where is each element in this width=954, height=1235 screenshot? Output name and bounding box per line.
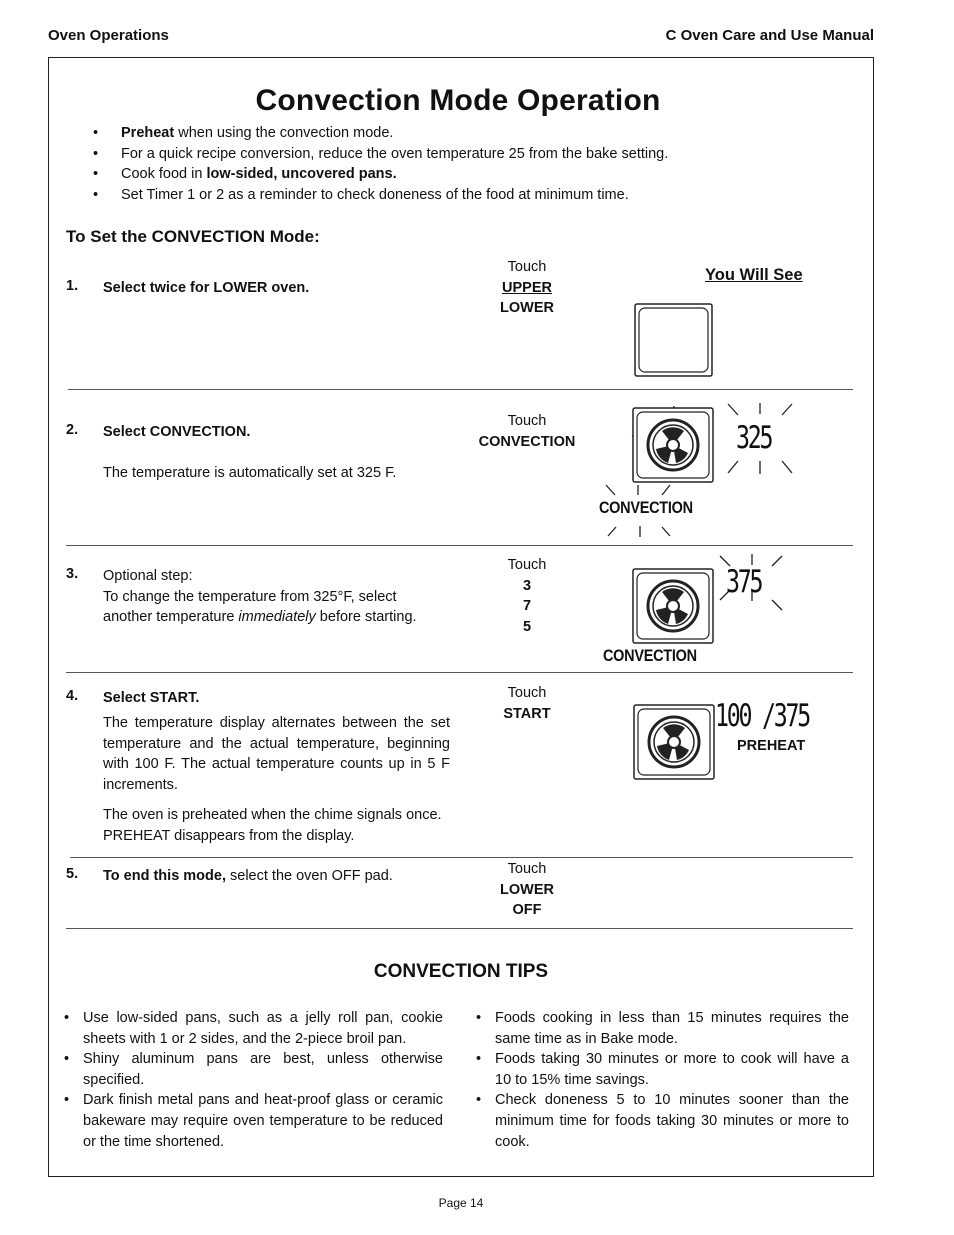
touch-keys: Touch LOWER OFF: [457, 859, 597, 921]
preheat-indicator: PREHEAT: [737, 738, 806, 754]
touch-keys: Touch START: [457, 683, 597, 724]
step-number: 4.: [66, 688, 79, 704]
section-subheading: To Set the CONVECTION Mode:: [66, 227, 320, 246]
step-title: Select twice for LOWER oven.: [103, 280, 310, 296]
convection-indicator: CONVECTION: [603, 646, 697, 665]
step-detail: The temperature display alternates between the set temperature and the actual temperature, beginning with 100 F. The actual temperature counts up in 5 F increments.: [103, 715, 450, 793]
key-lower: LOWER: [500, 300, 554, 317]
page-title: Convection Mode Operation: [255, 84, 661, 117]
key-3: 3: [522, 577, 532, 594]
key-5: 5: [522, 618, 532, 635]
tips-list-left: [63, 1008, 443, 1152]
divider: [66, 545, 853, 546]
convection-fan-display-icon: [632, 552, 792, 644]
touch-keys: Touch CONVECTION: [457, 411, 597, 452]
step-number: 5.: [66, 866, 79, 882]
tip-item: • Use low-sided pans, such as a jelly roll pan, cookie sheets with 1 or 2 sides, and the 2-piece broil pan.: [63, 1008, 443, 1049]
intro-bullet: • Set Timer 1 or 2 as a reminder to check doneness of the food at minimum time.: [93, 185, 793, 206]
convection-fan-display-icon: [602, 401, 802, 541]
step-number: 3.: [66, 566, 79, 582]
key-start: START: [503, 705, 551, 722]
tip-item: • Check doneness 5 to 10 minutes sooner than the minimum time for foods taking 30 minutes or more to cook.: [475, 1090, 849, 1152]
divider: [66, 928, 853, 929]
key-convection: CONVECTION: [478, 433, 576, 450]
oven-display-blank-icon: [634, 303, 714, 377]
intro-bullet-list: [93, 123, 793, 205]
temperature-display: 325: [736, 420, 772, 456]
step-number: 1.: [66, 278, 79, 294]
step-title: Select CONVECTION.: [103, 424, 251, 440]
key-7: 7: [522, 598, 532, 615]
header-section: Oven Operations: [48, 27, 169, 44]
step-title: Select START.: [103, 690, 200, 706]
step-detail: The temperature is automatically set at 325 F.: [103, 465, 397, 481]
step-detail: The oven is preheated when the chime signals once. PREHEAT disappears from the display.: [103, 807, 442, 844]
tips-heading: CONVECTION TIPS: [373, 961, 549, 982]
temperature-display: 375: [726, 564, 762, 600]
touch-keys: Touch UPPER LOWER: [457, 257, 597, 319]
step-number: 2.: [66, 422, 79, 438]
intro-bullet: • Cook food in low-sided, uncovered pans.: [93, 164, 793, 185]
tips-list-right: [475, 1008, 849, 1152]
convection-fan-display-icon: [633, 704, 715, 780]
step-detail: To end this mode, select the oven OFF pad.: [103, 868, 393, 884]
tip-item: • Foods cooking in less than 15 minutes requires the same time as in Bake mode.: [475, 1008, 849, 1049]
step-detail: Optional step: To change the temperature from 325°F, select another temperature immediately before starting.: [103, 568, 417, 626]
key-upper: UPPER: [502, 279, 552, 296]
intro-bullet: • For a quick recipe conversion, reduce the oven temperature 25 from the bake setting.: [93, 144, 793, 165]
header-manual-title: C Oven Care and Use Manual: [665, 27, 874, 44]
divider: [66, 672, 853, 673]
tip-item: • Shiny aluminum pans are best, unless otherwise specified.: [63, 1049, 443, 1090]
key-lower: LOWER: [500, 881, 554, 898]
page-number: Page 14: [438, 1196, 484, 1210]
key-off: OFF: [512, 902, 542, 919]
tip-item: • Foods taking 30 minutes or more to cook will have a 10 to 15% time savings.: [475, 1049, 849, 1090]
divider: [68, 389, 853, 390]
divider: [70, 857, 853, 858]
intro-bullet: • Preheat when using the convection mode.: [93, 123, 793, 144]
you-will-see-heading: You Will See: [705, 266, 803, 284]
touch-keys: Touch 3 7 5: [457, 555, 597, 637]
temperature-display: 100 /375: [715, 698, 809, 734]
convection-indicator: CONVECTION: [599, 498, 693, 517]
tip-item: • Dark finish metal pans and heat-proof glass or ceramic bakeware may require oven temperature to be reduced or the time shortened.: [63, 1090, 443, 1152]
